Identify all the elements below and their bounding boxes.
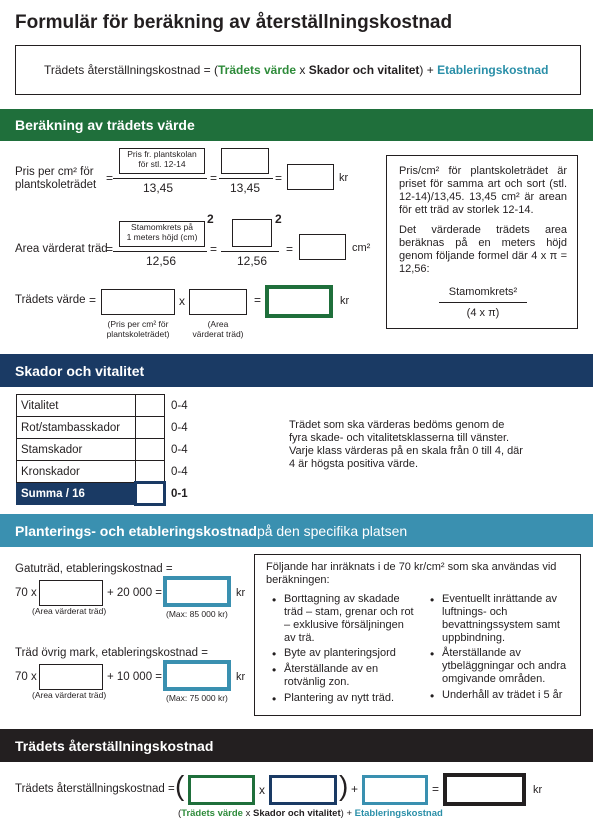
equals-sign: = (106, 171, 114, 185)
damage-score-field[interactable] (136, 395, 165, 417)
price-per-cm2-result-field[interactable] (287, 164, 334, 190)
restoration-label: Trädets återställningskostnad = (15, 783, 175, 795)
damage-row-label: Vitalitet (17, 395, 136, 417)
street-area-field[interactable] (39, 580, 103, 606)
equals-sign: = (210, 171, 218, 185)
equals-sign: = (254, 293, 262, 307)
list-item: • Återställande av ytbeläggningar och andra omgivande områden. (428, 647, 568, 686)
unit-kr: kr (339, 172, 349, 184)
list-item: • Underhåll av trädet i 5 år (428, 689, 568, 702)
section-header-establishment: Planterings- och etableringskostnad på den specifika platsen (0, 514, 593, 547)
caption-area: (Area värderat träd) (192, 319, 244, 339)
info-formula-numerator: Stamomkrets² (448, 285, 518, 298)
other-area-caption: (Area värderat träd) (32, 690, 107, 700)
included-list-left (266, 593, 418, 708)
unit-kr: kr (236, 671, 246, 683)
establishment-info-intro: Följande har inräknats i de 70 kr/cm² som ska användas vid beräkningen: (266, 561, 557, 586)
range-label: 0-4 (171, 400, 188, 412)
info-formula-denominator: (4 x π) (466, 306, 500, 319)
damage-row-label: Kronskador (17, 461, 136, 483)
list-item: • Återställande av en rotvänlig zon. (270, 663, 418, 689)
other-tree-label: Träd övrig mark, etableringskostnad = (15, 647, 208, 659)
section-header-damage: Skador och vitalitet (0, 354, 593, 387)
divisor-12-56: 12,56 (146, 254, 177, 268)
tree-value-info-box (386, 155, 578, 329)
table-row (17, 439, 165, 461)
other-max-caption: (Max: 75 000 kr) (166, 693, 228, 703)
street-plus: + 20 000 = (107, 587, 162, 599)
close-paren: ) (339, 770, 349, 801)
equals-sign: = (106, 242, 114, 256)
final-establishment-field[interactable] (362, 775, 428, 805)
damage-row-label: Rot/stambasskador (17, 417, 136, 439)
street-prefix: 70 x (15, 587, 37, 599)
range-label: 0-4 (171, 422, 188, 434)
unit-kr: kr (340, 295, 350, 307)
caption-price: (Pris per cm² för plantskoleträdet) (106, 319, 170, 339)
info-paragraph-price: Pris/cm² för plantskoleträdet är priset för samma art och sort (stl. 12-14)/13,45. 13,45 cm² är arean för ett träd av storlek 12-14. (399, 165, 567, 216)
exponent-2: 2 (275, 212, 282, 226)
section-header-tree-value: Beräkning av trädets värde (0, 109, 593, 141)
damage-score-field[interactable] (136, 461, 165, 483)
sum-score-field[interactable] (136, 483, 165, 505)
unit-cm2: cm² (352, 242, 371, 254)
tree-value-result-field[interactable] (265, 285, 333, 318)
trunk-circumference-field-hint: Stamomkrets på 1 meters höjd (cm) (126, 222, 198, 242)
final-tree-value-field[interactable] (188, 775, 255, 805)
other-area-field[interactable] (39, 664, 103, 690)
value-area-field[interactable] (189, 289, 247, 315)
unit-kr: kr (533, 784, 543, 796)
list-item: • Eventuellt inrättande av luftnings- och bevattningssystem samt uppbindning. (428, 593, 568, 644)
price-numerator-field[interactable] (221, 148, 269, 174)
restoration-legend: (Trädets värde x Skador och vitalitet) + Etableringskostnad (178, 808, 443, 819)
exponent-2: 2 (207, 212, 214, 226)
equals-sign: = (89, 293, 97, 307)
section-header-restoration: Trädets återställningskostnad (0, 729, 593, 762)
divisor-13-45: 13,45 (143, 181, 174, 195)
other-prefix: 70 x (15, 671, 37, 683)
info-formula (399, 286, 567, 319)
fraction-line (113, 251, 207, 252)
fraction-line (113, 178, 207, 179)
damage-score-field[interactable] (136, 439, 165, 461)
divisor-12-56: 12,56 (237, 254, 268, 268)
sum-row-label: Summa / 16 (17, 483, 136, 505)
street-tree-label: Gatuträd, etableringskostnad = (15, 563, 173, 575)
range-label: 0-4 (171, 466, 188, 478)
plus-sign: + (351, 782, 359, 796)
final-total-field[interactable] (443, 773, 526, 806)
open-paren: ( (175, 770, 185, 801)
formula-text: Trädets återställningskostnad = (Trädets värde x Skador och vitalitet) + Etableringskostnad (44, 63, 549, 77)
page-title: Formulär för beräkning av återställningskostnad (15, 12, 453, 33)
establishment-info-box (254, 554, 581, 716)
nursery-price-field-hint: Pris fr. plantskolan för stl. 12-14 (127, 149, 197, 169)
equals-sign: = (210, 242, 218, 256)
sum-range-label: 0-1 (171, 488, 188, 500)
price-label: Pris per cm² för plantskoleträdet (15, 166, 97, 192)
area-label: Area värderat träd (15, 243, 108, 255)
equals-sign: = (286, 242, 294, 256)
info-paragraph-area: Det värderade trädets area beräknas på en meters höjd genom följande formel där 4 x π = 12,56: (399, 223, 567, 275)
unit-kr: kr (236, 587, 246, 599)
other-result-field[interactable] (163, 660, 231, 691)
fraction-line (219, 178, 273, 179)
list-item: • Byte av planteringsjord (270, 647, 418, 660)
table-row (17, 461, 165, 483)
damage-row-label: Stamskador (17, 439, 136, 461)
circumference-squared-field[interactable] (232, 219, 272, 247)
value-price-field[interactable] (101, 289, 175, 315)
table-row (17, 483, 165, 505)
street-result-field[interactable] (163, 576, 231, 607)
range-label: 0-4 (171, 444, 188, 456)
list-item: • Borttagning av skadade träd – stam, grenar och rot – exklusive försäljningen av trä. (270, 593, 418, 644)
multiply-sign: x (179, 294, 185, 308)
other-plus: + 10 000 = (107, 671, 162, 683)
damage-info-text: Trädet som ska värderas bedöms genom de fyra skade- och vitalitetsklasserna till vänster. Varje klass värderas på en skala från 0 till 4, där 4 är högsta positiva värde. (289, 419, 523, 470)
final-damage-field[interactable] (269, 775, 337, 805)
damage-table (16, 394, 166, 506)
equals-sign: = (432, 782, 440, 796)
tree-value-label: Trädets värde (15, 294, 86, 306)
list-item: • Plantering av nytt träd. (270, 692, 418, 705)
street-max-caption: (Max: 85 000 kr) (166, 609, 228, 619)
included-list-right (418, 593, 568, 708)
area-result-field[interactable] (299, 234, 346, 260)
damage-score-field[interactable] (136, 417, 165, 439)
table-row (17, 417, 165, 439)
multiply-sign: x (259, 783, 265, 797)
divisor-13-45: 13,45 (230, 181, 261, 195)
street-area-caption: (Area värderat träd) (32, 606, 107, 616)
fraction-line (221, 251, 279, 252)
table-row (17, 395, 165, 417)
equals-sign: = (275, 171, 283, 185)
